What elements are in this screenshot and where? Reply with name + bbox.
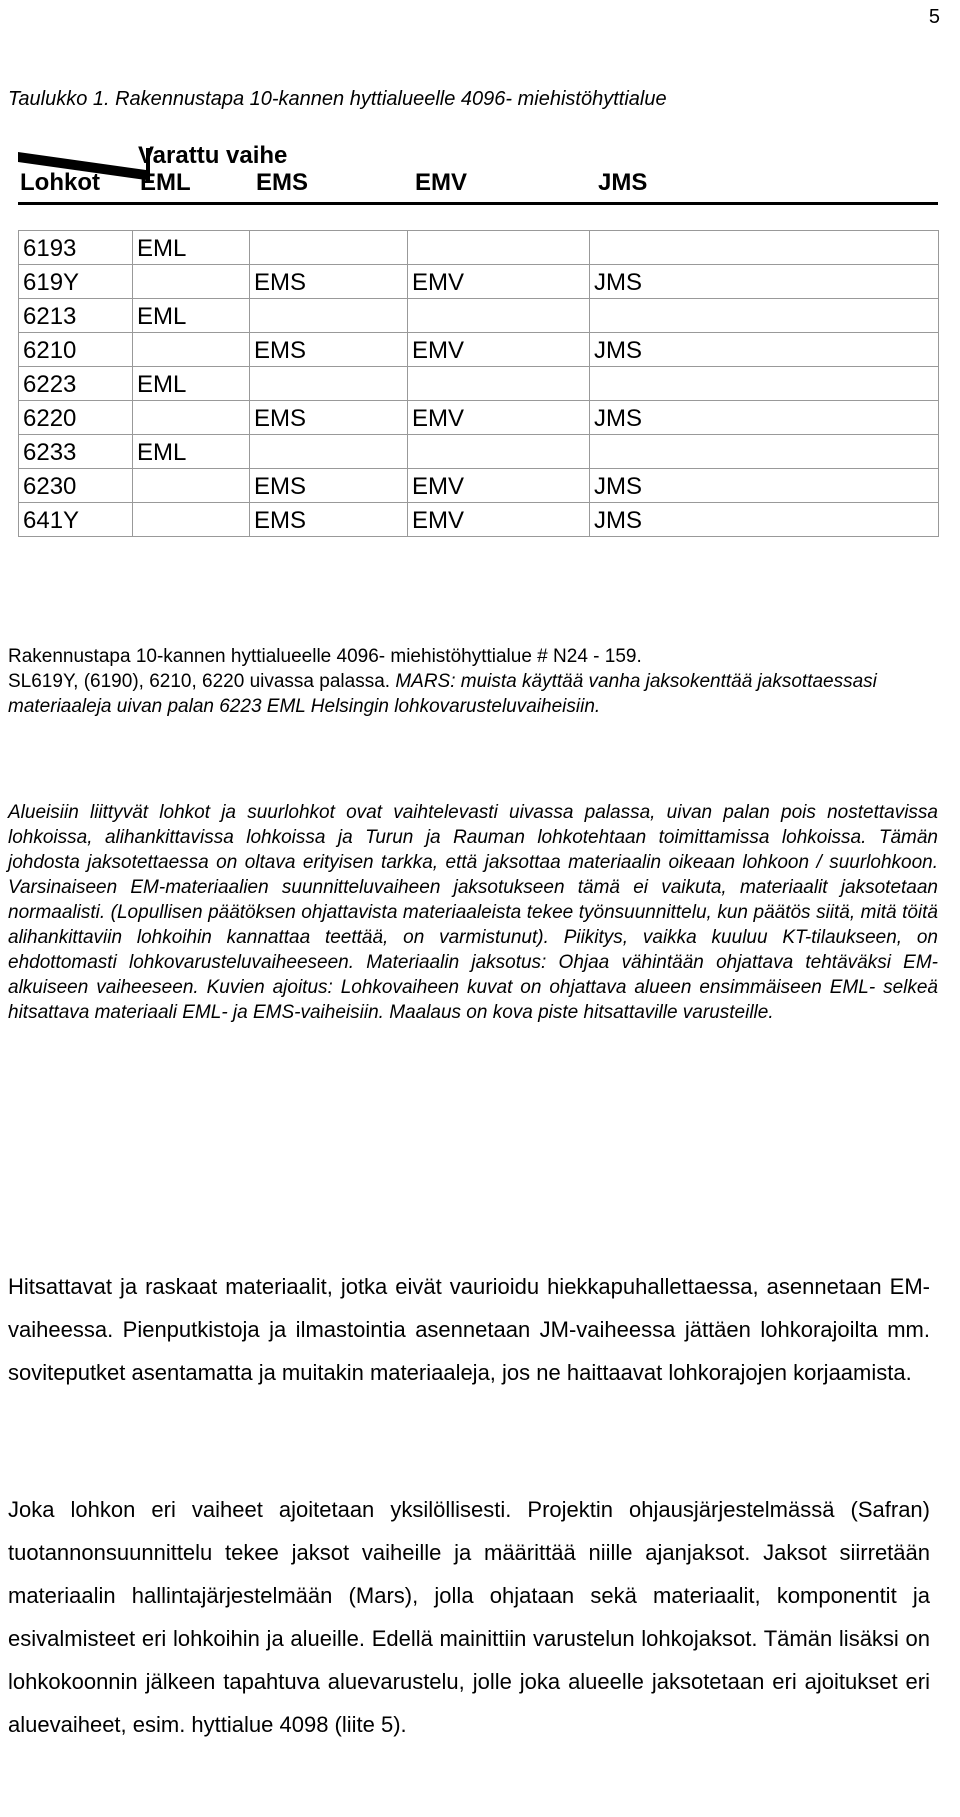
cell-jms	[590, 231, 939, 265]
cell-emv: EMV	[408, 469, 590, 503]
reserved-phase-label: Varattu vaihe	[138, 142, 288, 169]
cell-block: 6220	[19, 401, 133, 435]
cell-block: 6233	[19, 435, 133, 469]
header-eml: EML	[140, 169, 191, 196]
cell-ems	[250, 299, 408, 333]
cell-block: 619Y	[19, 265, 133, 299]
cell-ems: EMS	[250, 503, 408, 537]
cell-ems	[250, 435, 408, 469]
table-row	[19, 435, 939, 469]
cell-emv: EMV	[408, 333, 590, 367]
paragraph-3: Hitsattavat ja raskaat materiaalit, jotka eivät vaurioidu hiekkapuhallettaessa, asennetaan EM- vaiheessa. Pienputkistoja ja ilmastointia asennetaan JM-vaiheessa jättäen lohkorajoilta mm. soviteputket asentamatta ja muitakin materiaaleja, jos ne haittaavat lohkorajojen korjaamista.	[8, 1274, 930, 1385]
cell-eml	[133, 469, 250, 503]
cell-ems: EMS	[250, 333, 408, 367]
cell-jms: JMS	[590, 265, 939, 299]
cell-block: 641Y	[19, 503, 133, 537]
cell-eml: EML	[133, 367, 250, 401]
cell-jms: JMS	[590, 333, 939, 367]
cell-eml: EML	[133, 231, 250, 265]
cell-jms: JMS	[590, 503, 939, 537]
table-row	[19, 265, 939, 299]
cell-eml	[133, 333, 250, 367]
cell-jms	[590, 435, 939, 469]
cell-block: 6213	[19, 299, 133, 333]
intro-rest: MARS: muista käyttää vanha jaksokenttää jaksottaessasi materiaaleja uivan palan 6223 EML Helsingin lohkovarusteluvaiheisiin.	[8, 671, 877, 717]
cell-block: 6223	[19, 367, 133, 401]
cell-block: 6230	[19, 469, 133, 503]
table-caption: Taulukko 1. Rakennustapa 10-kannen hyttialueelle 4096- miehistöhyttialue	[8, 88, 667, 110]
cell-eml	[133, 401, 250, 435]
table-row	[19, 367, 939, 401]
cell-ems: EMS	[250, 469, 408, 503]
table-row	[19, 503, 939, 537]
cell-emv: EMV	[408, 265, 590, 299]
cell-jms	[590, 367, 939, 401]
cell-jms: JMS	[590, 469, 939, 503]
header-rule	[18, 202, 938, 205]
cell-emv	[408, 367, 590, 401]
table-row	[19, 231, 939, 265]
header-emv: EMV	[415, 169, 468, 196]
header-ems: EMS	[256, 169, 309, 196]
paragraph-2: Alueisiin liittyvät lohkot ja suurlohkot ovat vaihtelevasti uivassa palassa, uivan palan pois nostettavissa lohkoissa, alihankittavissa lohkoissa ja Turun ja Rauman lohkotehtaan toimittamissa lohkoissa. Tämän johdosta jaksotettaessa on oltava erityisen tarkka, että jaksottaa materiaalin oikeaan lohkoon / suurlohkoon. Varsinaiseen EM-materiaalien suunnitteluvaiheen jaksotukseen tämä ei vaikuta, materiaalit jaksotetaan normaalisti. (Lopullisen päätöksen ohjattavista materiaaleista tekee työnsuunnittelu, kun päätös siitä, mitä töitä alihankittaviin lohkoihin kannattaa teettää, on varmistunut). Piikitys, vaikka kuuluu KT-tilaukseen, on ehdottomasti lohkovarusteluvaiheeseen. Materiaalin jaksotus: Ohjaa vähintään ohjattava tehtäväksi EM-alkuiseen vaiheeseen. Kuvien ajoitus: Lohkovaiheen kuvat on ohjattava alueen ensimmäiseen EML- selkeä hitsattava materiaali EML- ja EMS-vaiheisiin. Maalaus on kova piste hitsattaville varusteille.	[8, 802, 938, 1023]
cell-ems: EMS	[250, 401, 408, 435]
table-row	[19, 401, 939, 435]
header-lohkot: Lohkot	[20, 169, 100, 196]
cell-ems	[250, 367, 408, 401]
cell-jms	[590, 299, 939, 333]
block-phase-table	[18, 230, 939, 537]
paragraph-4: Joka lohkon eri vaiheet ajoitetaan yksilöllisesti. Projektin ohjausjärjestelmässä (Safran) tuotannonsuunnittelu tekee jaksot vaiheille ja määrittää niille ajanjaksot. Jaksot siirretään materiaalin hallintajärjestelmään (Mars), jolla ohjataan sekä materiaalit, komponentit ja esivalmisteet eri lohkoihin ja alueille. Edellä mainittiin varustelun lohkojaksot. Tämän lisäksi on lohkokoonnin jälkeen tapahtuva aluevarustelu, jolle joka alueelle jaksotetaan eri ajoitukset eri aluevaiheet, esim. hyttialue 4098 (liite 5).	[8, 1497, 930, 1737]
cell-emv	[408, 299, 590, 333]
cell-block: 6193	[19, 231, 133, 265]
cell-ems	[250, 231, 408, 265]
cell-block: 6210	[19, 333, 133, 367]
cell-emv	[408, 435, 590, 469]
cell-ems: EMS	[250, 265, 408, 299]
intro-line-2: SL619Y, (6190), 6210, 6220 uivassa palassa.	[8, 671, 391, 692]
table-row	[19, 333, 939, 367]
table-row	[19, 469, 939, 503]
page-number: 5	[928, 6, 940, 28]
header-jms: JMS	[598, 169, 648, 196]
cell-eml	[133, 503, 250, 537]
intro-line-1: Rakennustapa 10-kannen hyttialueelle 4096- miehistöhyttialue # N24 - 159.	[8, 646, 642, 667]
cell-emv: EMV	[408, 401, 590, 435]
cell-emv	[408, 231, 590, 265]
cell-jms: JMS	[590, 401, 939, 435]
cell-emv: EMV	[408, 503, 590, 537]
intro-text	[8, 644, 938, 719]
cell-eml	[133, 265, 250, 299]
table-row	[19, 299, 939, 333]
cell-eml: EML	[133, 435, 250, 469]
cell-eml: EML	[133, 299, 250, 333]
